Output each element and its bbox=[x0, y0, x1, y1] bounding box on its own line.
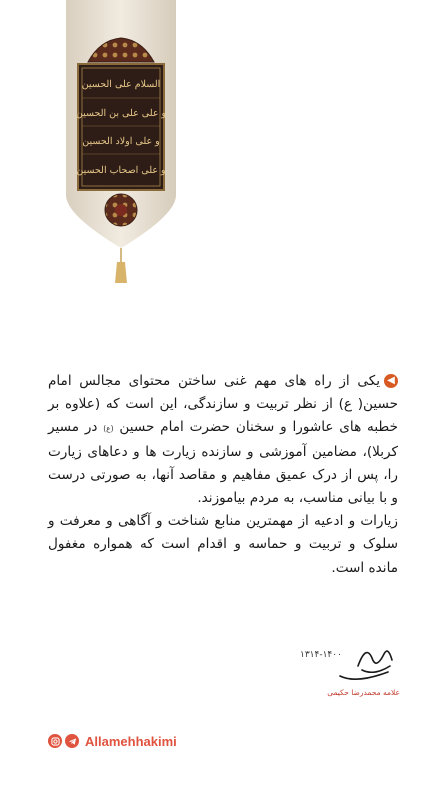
paragraph-1-text-start: یکی از راه های مهم غنی ساختن محتوای مجالس امام حسین( ع) از نظر تربیت و سازندگی، این است که (علاوه بر خطبه های عاشورا و سخنان حضرت امام حسین bbox=[48, 373, 398, 436]
telegram-icon[interactable] bbox=[65, 734, 79, 748]
paragraph-1-text-end: در مسیر کربلا)، مضامین آموزشی و سازنده زیارت ها و دعاهای زیارت را، پس از درک عمیق مفاهیم و مقاصد آنها، به صورتی درست و با بیانی مناسب، به مردم بیاموزند. bbox=[48, 419, 398, 507]
article-body bbox=[48, 370, 398, 580]
inscription-line-3: و علی اولاد الحسین bbox=[82, 136, 160, 147]
arrow-left-icon: ◀ bbox=[384, 374, 398, 388]
paragraph-1 bbox=[48, 370, 398, 510]
banner-illustration bbox=[0, 0, 442, 290]
inscription-line-4: و علی اصحاب الحسین bbox=[76, 165, 166, 176]
social-handle[interactable]: Allamehhakimi bbox=[85, 733, 177, 749]
paragraph-2: زیارات و ادعیه از مهمترین منابع شناخت و آگاهی و معرفت و سلوک و تربیت و حماسه و اقدام است که همواره مغفول مانده است. bbox=[48, 513, 398, 576]
inscription-line-2: و علی علی بن الحسین bbox=[75, 108, 167, 119]
inscription-line-1: السلام علی الحسین bbox=[81, 79, 161, 90]
instagram-icon[interactable] bbox=[48, 734, 62, 748]
honor-sign: (ع) bbox=[103, 424, 114, 434]
footer-social bbox=[48, 733, 177, 749]
religious-banner bbox=[0, 0, 442, 290]
banner-tassel bbox=[115, 262, 127, 283]
signer-name: علامه محمدرضا حکیمی bbox=[327, 688, 400, 697]
signature-date: ۱۳۱۴-۱۴۰۰ bbox=[300, 650, 342, 660]
